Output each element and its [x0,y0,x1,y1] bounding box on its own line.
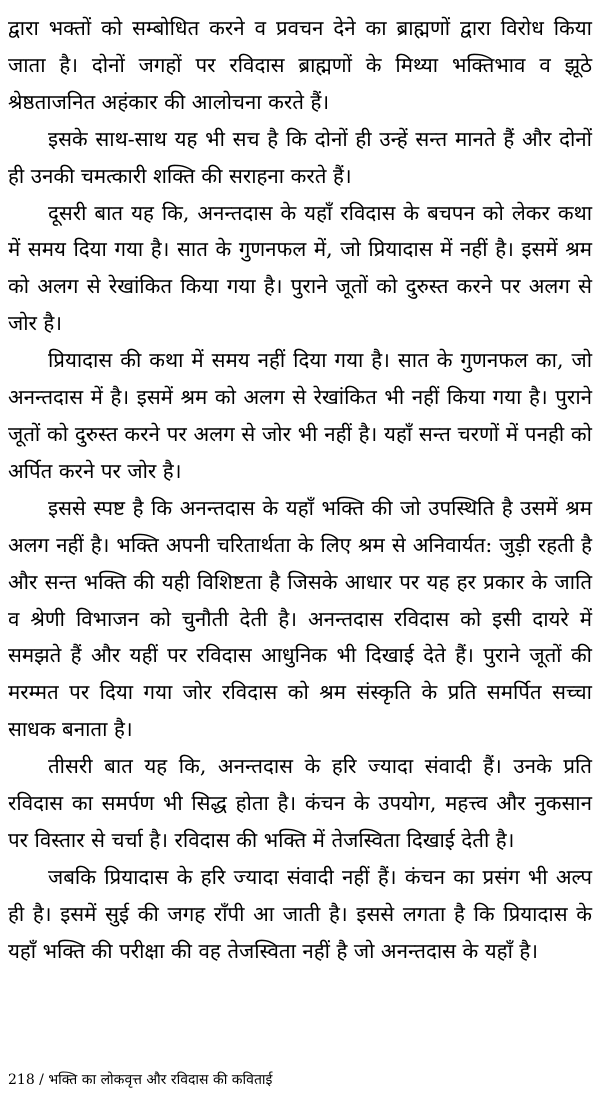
paragraph-6: तीसरी बात यह कि, अनन्तदास के हरि ज्यादा संवादी हैं। उनके प्रति रविदास का समर्पण भी सिद्ध होता है। कंचन के उपयोग, महत्त्व और नुकसान पर विस्तार से चर्चा है। रविदास की भक्ति में तेजस्विता दिखाई देती है। [8,754,592,852]
body-text [8,10,592,970]
paragraph-2: इसके साथ-साथ यह भी सच है कि दोनों ही उन्हें सन्त मानते हैं और दोनों ही उनकी चमत्कारी शक्ति की सराहना करते हैं। [8,126,592,188]
page-footer: 218 / भक्ति का लोकवृत्त और रविदास की कविताई [8,1072,273,1088]
paragraph-5: इससे स्पष्ट है कि अनन्तदास के यहाँ भक्ति की जो उपस्थिति है उसमें श्रम अलग नहीं है। भक्ति अपनी चरितार्थता के लिए श्रम से अनिवार्यत: जुड़ी रहती है और सन्त भक्ति की यही विशिष्टता है जिसके आधार पर यह हर प्रकार के जाति व श्रेणी विभाजन को चुनौती देती है। अनन्तदास रविदास को इसी दायरे में समझते हैं और यहीं पर रविदास आधुनिक भी दिखाई देते हैं। पुराने जूतों की मरम्मत पर दिया गया जोर रविदास को श्रम संस्कृति के प्रति समर्पित सच्चा साधक बनाता है। [8,495,592,742]
paragraph-7: जबकि प्रियादास के हरि ज्यादा संवादी नहीं हैं। कंचन का प्रसंग भी अल्प ही है। इसमें सुई की जगह राँपी आ जाती है। इससे लगता है कि प्रियादास के यहाँ भक्ति की परीक्षा की वह तेजस्विता नहीं है जो अनन्तदास के यहाँ है। [8,864,592,963]
paragraph-1: द्वारा भक्तों को सम्बोधित करने व प्रवचन देने का ब्राह्मणों द्वारा विरोध किया जाता है। दोनों जगहों पर रविदास ब्राह्मणों के मिथ्या भक्तिभाव व झूठे श्रेष्ठताजनित अहंकार की आलोचना करते हैं। [8,16,592,114]
paragraph-3: दूसरी बात यह कि, अनन्तदास के यहाँ रविदास के बचपन को लेकर कथा में समय दिया गया है। सात के गुणनफल में, जो प्रियादास में नहीं है। इसमें श्रम को अलग से रेखांकित किया गया है। पुराने जूतों को दुरुस्त करने पर अलग से जोर है। [8,200,592,336]
paragraph-4: प्रियादास की कथा में समय नहीं दिया गया है। सात के गुणनफल का, जो अनन्तदास में है। इसमें श्रम को अलग से रेखांकित भी नहीं किया गया है। पुराने जूतों को दुरुस्त करने पर अलग से जोर भी नहीं है। यहाँ सन्त चरणों में पनही को अर्पित करने पर जोर है। [8,348,592,483]
